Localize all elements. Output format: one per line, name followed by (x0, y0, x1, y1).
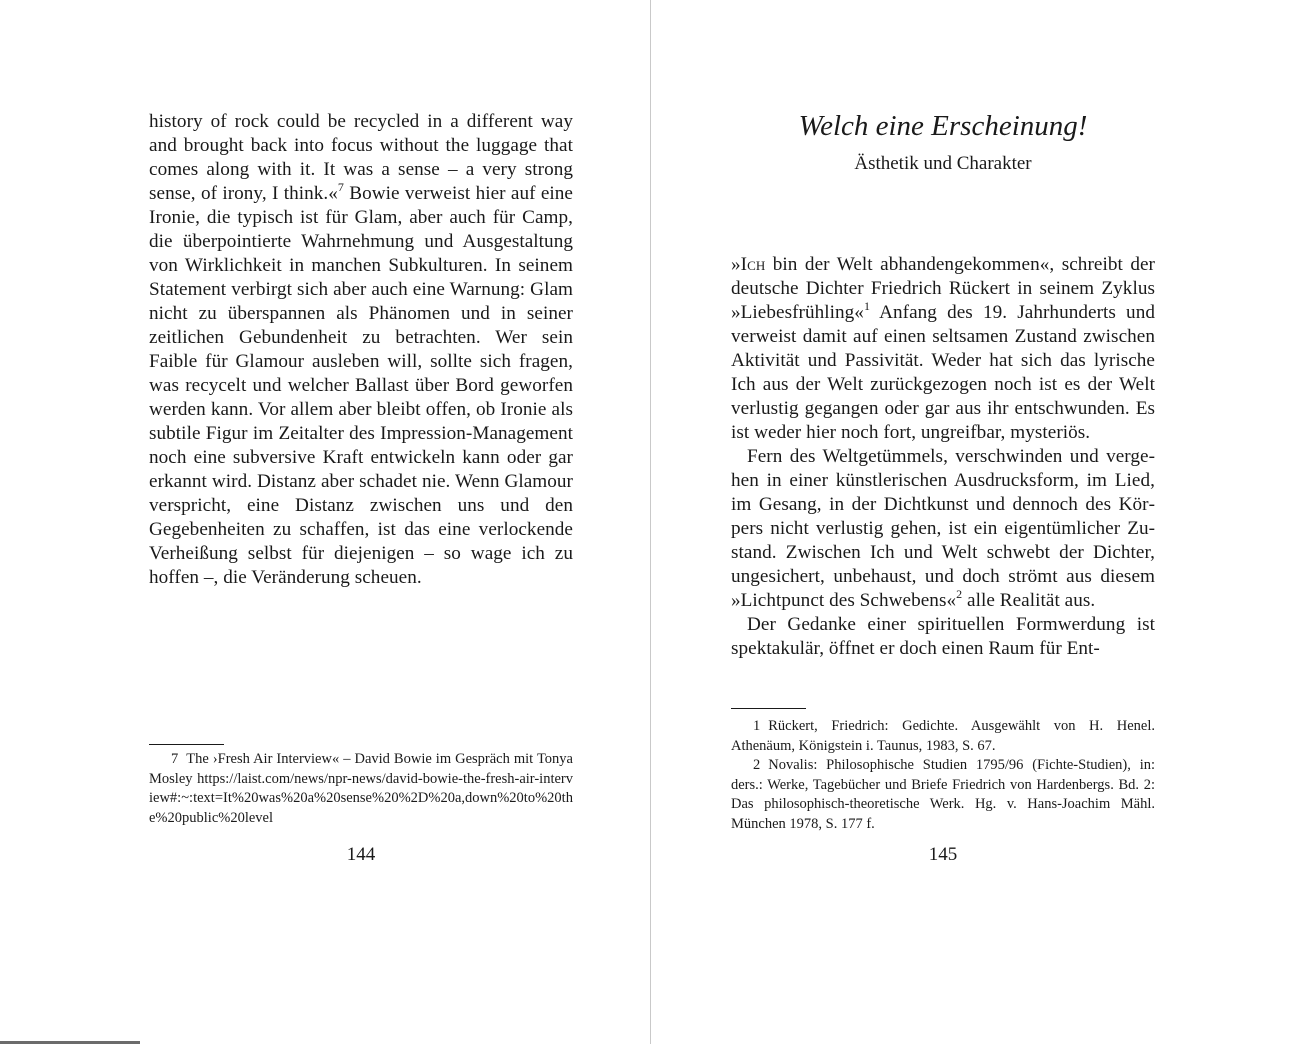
footnote-text: Novalis: Philosophische Studien 1795/96 (Fichte-Studien), in: ders.: Werke, Tagebücher und Briefe Friedrich von Hardenbergs. Bd. 2: Das philosophisch-theoretische Werk. Hg. v. Hans-Joachim Mähl. München 1978, S. 177 f. (731, 757, 1155, 832)
footnote-ref-7[interactable]: 7 (337, 179, 344, 194)
left-paragraph-part-2: Bowie verweist hier auf eine Ironie, die typisch ist für Glam, aber auch für Camp, die überpointierte Wahrnehmung und Ausgestaltung von Wirklichkeit in manchen Subkulturen. In seinem Statement verbirgt sich aber auch eine Warnung: Glam nicht zu überspannen als Phänomen und in seiner zeitlichen Gebundenheit zu betrachten. Wer sein Faible für Glamour ausleben will, sollte sich fragen, was recycelt und welcher Ballast über Bord geworfen werden kann. Vor allem aber bleibt offen, ob Ironie als subtile Figur im Zeitalter des Impression-Management noch eine subversive Kraft entwickeln kann oder gar erkannt wird. Distanz aber schadet nie. Wenn Glamour verspricht, eine Distanz zwischen uns und den Gegebenheiten zu schaffen, ist das eine verlockende Verheißung selbst für diejenigen – so wage ich zu hoffen –, die Veränderung scheuen. (149, 183, 573, 588)
footnote-ref-1[interactable]: 1 (863, 298, 871, 313)
opening-smallcaps-word: Ich (740, 254, 766, 275)
opening-quote: » (731, 254, 741, 275)
paragraph-1 (731, 253, 1155, 445)
paragraph-2 (731, 445, 1155, 613)
footnote-7 (149, 750, 573, 828)
left-paragraph-part-1: history of rock could be recycled in a different way and brought back into focus without the luggage that comes along with it. It was a sense – a very strong sense, of irony, I think.« (149, 111, 573, 204)
left-body-text (149, 110, 573, 590)
paragraph-2-part-2: alle Realität aus. (962, 590, 1096, 611)
left-footnotes (149, 750, 573, 828)
left-page (0, 0, 650, 1044)
left-footnote-rule (149, 744, 224, 745)
footnote-text: The ›Fresh Air Interview« – David Bowie im Gespräch mit Tonya Mosley (149, 751, 573, 787)
page-number-left: 144 (346, 844, 376, 865)
right-body-text (731, 253, 1155, 661)
footnote-1 (731, 717, 1155, 756)
right-footnotes (731, 717, 1155, 834)
footnote-url-link[interactable]: https://laist.com/news/npr-news/david-bowie-the-fresh-air-interview#:~:text=It%20was%20a%20sense%20%2D%20a,down%20to%20the%20public%20level (149, 770, 573, 826)
paragraph-2-part-1: Fern des Weltgetümmels, verschwinden und vergehen in einer künstlerischen Ausdrucksform, im Lied, im Gesang, in der Dichtkunst und dennoch des Körpers nicht verlustig gehen, ist ein eigentümlicher Zustand. Zwischen Ich und Welt schwebt der Dichter, ungesichert, unbehaust, und doch strömt aus diesem »Lichtpunct des Schwebens« (731, 446, 1155, 611)
paragraph-1-part-2: Anfang des 19. Jahrhunderts und verweist damit auf einen seltsamen Zustand zwischen Aktivität und Passivität. Weder hat sich das lyrische Ich aus der Welt zurückgezogen noch ist es der Welt verlustig gegangen oder gar aus ihr entschwunden. Es ist weder hier noch fort, ungreifbar, mysteriös. (731, 302, 1155, 443)
footnote-text: Rückert, Friedrich: Gedichte. Ausgewählt von H. Henel. Athenäum, Königstein i. Taunus, 1983, S. 67. (731, 718, 1155, 754)
paragraph-3: Der Gedanke einer spirituellen Formwerdung ist spektakulär, öffnet er doch einen Raum für Ent- (731, 614, 1155, 659)
page-number-right: 145 (928, 844, 958, 865)
chapter-subtitle: Ästhetik und Charakter (854, 153, 1032, 174)
chapter-title: Welch eine Erscheinung! (798, 110, 1088, 142)
paragraph-1-part-1: bin der Welt abhandengekommen«, schreibt der deutsche Dichter Friedrich Rückert in seinem Zyklus »Liebesfrühling« (731, 254, 1155, 323)
footnote-number: 2 (753, 757, 761, 773)
footnote-ref-2[interactable]: 2 (956, 586, 963, 601)
footnote-number: 7 (171, 751, 179, 767)
right-footnote-rule (731, 708, 806, 709)
footnote-number: 1 (753, 718, 761, 734)
left-paragraph (149, 110, 573, 590)
right-page (651, 0, 1301, 1044)
footnote-2 (731, 756, 1155, 834)
